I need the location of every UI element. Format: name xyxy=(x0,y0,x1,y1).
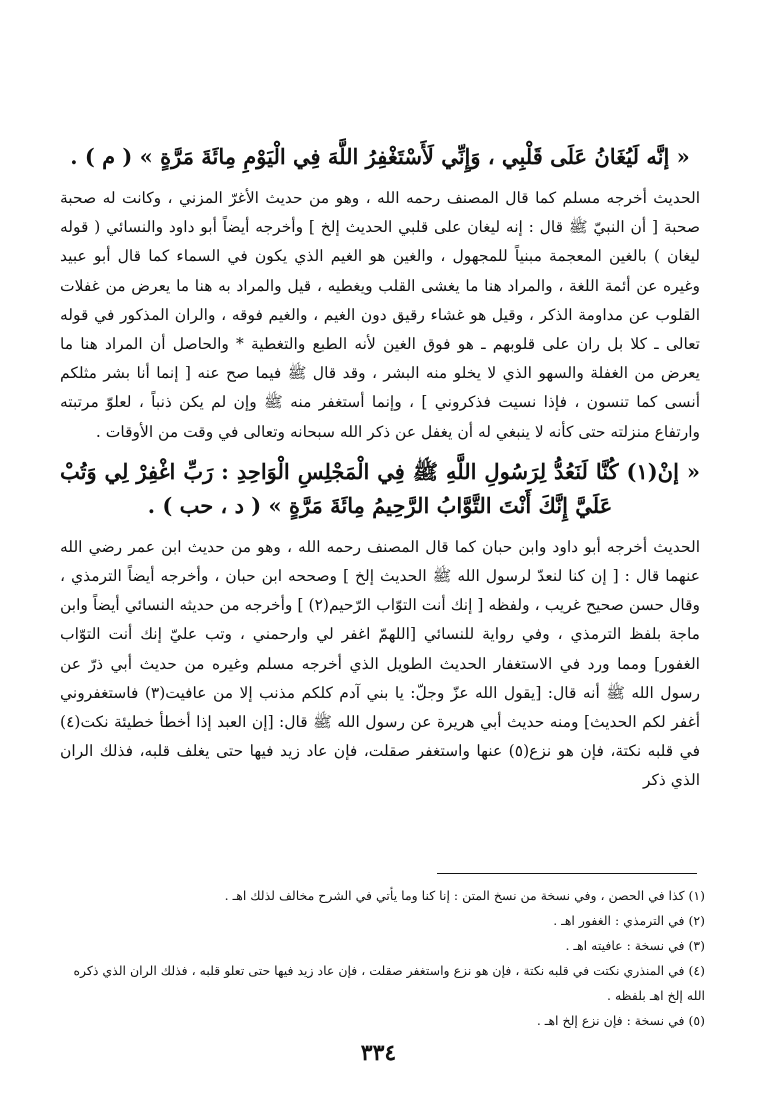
footnote-5: (٥) في نسخة : فإن نزع إلخ اهـ . xyxy=(536,1013,705,1028)
commentary-paragraph-1: الحديث أخرجه مسلم كما قال المصنف رحمه الله ، وهو من حديث الأغرّ المزني ، وكانت له صحبة صحبة [ أن النبيّ ﷺ قال : إنه ليغان على قلبي الحديث إلخ ] وأخرجه أيضاً أبو داود والنسائي ( قوله ليغان ) بالغين المعجمة مبنياً للمجهول ، والغين هو الغيم الذي يكون في السماء كما قال أبو عبيد وغيره عن أئمة اللغة ، والمراد هنا ما يغشى القلب ويغطيه ، قيل والمراد به هنا ما يعرض من غفلات القلوب عن مداومة الذكر ، وقيل هو غشاء رقيق دون الغيم ، والغيم فوقه ، والران المذكور في قوله تعالى ـ كلا بل ران على قلوبهم ـ هو فوق الغين لأنه الطبع والتغطية * والحاصل أن المراد هنا ما يعرض من الغفلة والسهو الذي لا يخلو منه البشر ، وقد قال ﷺ فيما صح عنه [ إنما أنا بشر مثلكم أنسى كما تنسون ، فإذا نسيت فذكروني ] ، وإنما أستغفر منه ﷺ وإن لم يكن ذنباً ، لعلوّ مرتبته وارتفاع منزلته حتى كأنه لا ينبغي له أن يغفل عن ذكر الله سبحانه وتعالى في وقت من الأوقات . xyxy=(60,189,700,441)
hadith-heading-1: « إنَّه لَيُغَانُ عَلَى قَلْبِي ، وَإِنِّي لَأَسْتَغْفِرُ اللَّهَ فِي الْيَوْمِ مِائَةَ مَرَّةٍ » ( م ) . xyxy=(70,144,690,169)
footnote-2: (٢) في الترمذي : الغفور اهـ . xyxy=(553,913,705,928)
footnote-3: (٣) في نسخة : عافيته اهـ . xyxy=(565,938,705,953)
page-number: ٣٣٤ xyxy=(360,1040,397,1066)
footnotes xyxy=(60,883,705,1033)
commentary-paragraph-2: الحديث أخرجه أبو داود وابن حبان كما قال المصنف رحمه الله ، وهو من حديث ابن عمر رضي الله عنهما قال : [ إن كنا لنعدّ لرسول الله ﷺ الحديث إلخ ] وصححه ابن حبان ، وأخرجه أيضاً الترمذي ، وقال حسن صحيح غريب ، ولفظه [ إنك أنت التوّاب الرّحيم(٢) ] وأخرجه من حديثه النسائي أيضاً وابن ماجة بلفظ الترمذي ، وفي رواية للنسائي [اللهمّ اغفر لي وارحمني ، وتب عليّ إنك أنت التوّاب الغفور] ومما ورد في الاستغفار الحديث الطويل الذي أخرجه مسلم وغيره من حديث أبي ذرّ عن رسول الله ﷺ أنه قال: [يقول الله عزّ وجلّ: يا بني آدم كلكم مذنب إلا من عافيت(٣) فاستغفروني أغفر لكم الحديث] ومنه حديث أبي هريرة عن رسول الله ﷺ قال: [إن العبد إذا أخطأ خطيئة نكت(٤) في قلبه نكتة، فإن هو نزع(٥) عنها واستغفر صقلت، فإن عاد زيد فيها حتى يغلف قلبه، فذلك الران الذي ذكر xyxy=(60,537,700,790)
footnote-4: (٤) في المنذري نكتت في قلبه نكتة ، فإن هو نزع واستغفر صقلت ، فإن عاد زيد فيها حتى تعلو قلبه ، فذلك الران الذي ذكره الله إلخ اهـ بلفظه . xyxy=(73,963,705,1003)
main-text-block xyxy=(60,140,700,796)
hadith-heading-2: « إنْ(١) كُنَّا لَنَعُدُّ لِرَسُولِ اللَّهِ ﷺ فِي الْمَجْلِسِ الْوَاحِدِ : رَبِّ اغْفِرْ لِي وَتُبْ عَلَيَّ إِنَّكَ أَنْتَ التَّوَّابُ الرَّحِيمُ مِائَةَ مَرَّةٍ » ( د ، حب ) . xyxy=(60,458,700,518)
footnote-divider xyxy=(437,873,697,874)
footnote-1: (١) كذا في الحصن ، وفي نسخة من نسخ المتن : إنا كنا وما يأتي في الشرح مخالف لذلك اهـ . xyxy=(224,888,705,903)
